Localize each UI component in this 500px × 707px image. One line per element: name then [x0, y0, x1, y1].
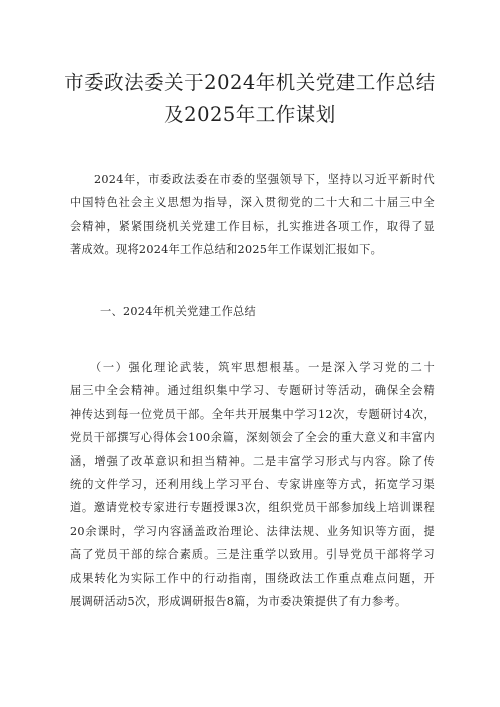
intro-paragraph	[70, 168, 435, 262]
document-title-line-1: 市委政法委关于2024年机关党建工作总结	[64, 71, 436, 94]
document-title-line-2: 及2025年工作谋划	[164, 103, 336, 126]
body-line: 届三中全会精神。通过组织集中学习、专题研讨等活动，确保全会精	[70, 384, 435, 398]
body-line: 道。邀请党校专家进行专题授课3次，组织党员干部参加线上培训课程	[70, 501, 435, 515]
intro-line: 2024年，市委政法委在市委的坚强领导下，坚持以习近平新时代	[70, 173, 435, 186]
body-line: 统的文件学习，还利用线上学习平台、专家讲座等方式，拓宽学习渠	[70, 477, 435, 491]
body-line: （一）强化理论武装，筑牢思想根基。一是深入学习党的二十	[70, 361, 435, 374]
intro-line: 著成效。现将2024年工作总结和2025年工作谋划汇报如下。	[70, 243, 383, 257]
intro-line: 会精神，紧紧围绕机关党建工作目标，扎实推进各项工作，取得了显	[70, 219, 435, 233]
body-line: 党员干部撰写心得体会100余篇，深刻领会了全会的重大意义和丰富内	[70, 431, 435, 445]
body-line: 20余课时，学习内容涵盖政治理论、法律法规、业务知识等方面，提	[70, 524, 435, 538]
body-line: 涵，增强了改革意识和担当精神。二是丰富学习形式与内容。除了传	[70, 454, 435, 468]
body-line: 高了党员干部的综合素质。三是注重学以致用。引导党员干部将学习	[70, 548, 435, 562]
intro-line: 中国特色社会主义思想为指导，深入贯彻党的二十大和二十届三中全	[70, 196, 435, 210]
body-line: 神传达到每一位党员干部。全年共开展集中学习12次，专题研讨4次，	[70, 407, 435, 421]
body-line: 成果转化为实际工作中的行动指南，围绕政法工作重点难点问题，开	[70, 571, 435, 585]
section-heading: 一、2024年机关党建工作总结	[100, 305, 257, 318]
body-paragraph	[70, 356, 435, 613]
body-line: 展调研活动5次，形成调研报告8篇，为市委决策提供了有力参考。	[70, 594, 407, 608]
